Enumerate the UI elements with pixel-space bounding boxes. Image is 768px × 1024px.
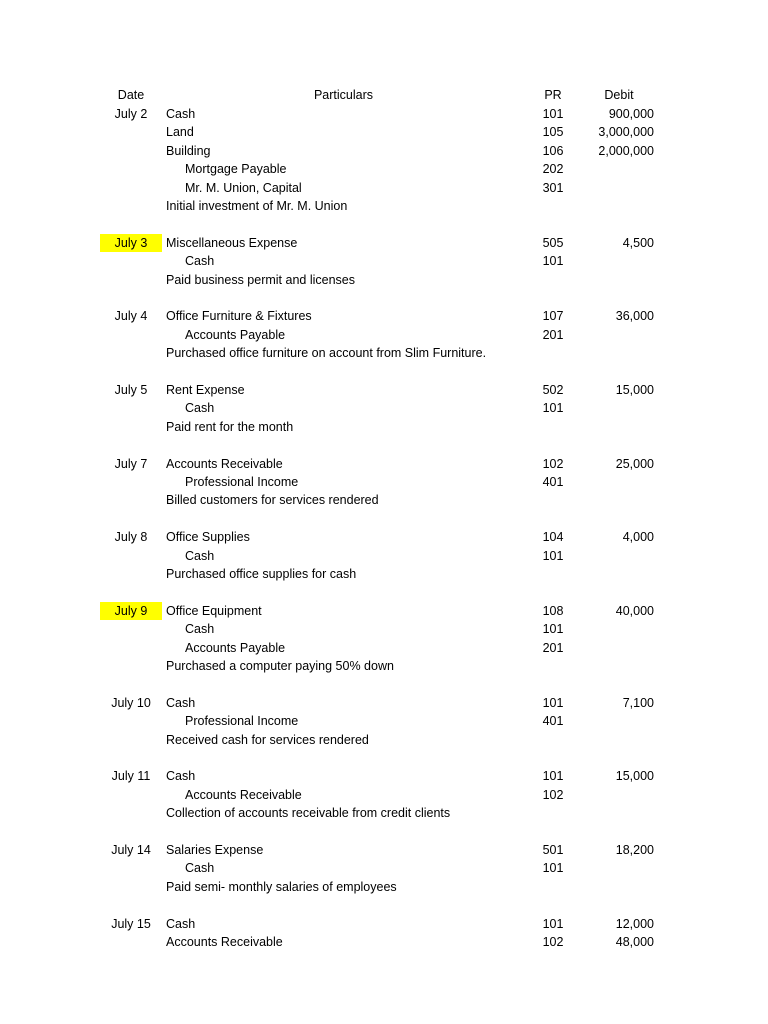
journal-row bbox=[0, 473, 768, 491]
account-title: Cash bbox=[185, 861, 215, 876]
account-title: Miscellaneous Expense bbox=[166, 235, 298, 250]
posting-reference: 202 bbox=[542, 162, 564, 177]
journal-row bbox=[0, 234, 768, 252]
entry-date: July 4 bbox=[114, 309, 148, 324]
posting-reference: 101 bbox=[542, 916, 564, 931]
account-title: Accounts Receivable bbox=[166, 935, 283, 949]
account-title: Mr. M. Union, Capital bbox=[185, 180, 302, 195]
entry-explanation: Received cash for services rendered bbox=[166, 732, 369, 747]
account-title: Mortgage Payable bbox=[185, 162, 287, 177]
journal-row bbox=[0, 639, 768, 657]
account-title: Accounts Receivable bbox=[185, 787, 302, 802]
journal-row bbox=[0, 694, 768, 712]
entry-date: July 11 bbox=[111, 769, 151, 784]
posting-reference: 201 bbox=[542, 640, 564, 655]
entry-explanation: Purchased office supplies for cash bbox=[166, 567, 357, 581]
debit-amount: 3,000,000 bbox=[598, 125, 654, 140]
journal-row bbox=[0, 252, 768, 270]
account-title: Cash bbox=[166, 916, 196, 931]
account-title: Accounts Payable bbox=[185, 640, 286, 655]
journal-row bbox=[0, 381, 768, 399]
debit-amount: 48,000 bbox=[615, 935, 654, 949]
debit-amount: 2,000,000 bbox=[598, 143, 654, 158]
journal-row bbox=[0, 915, 768, 933]
account-title: Accounts Payable bbox=[185, 327, 286, 342]
account-title: Land bbox=[166, 125, 194, 140]
account-title: Professional Income bbox=[185, 475, 299, 489]
entry-date: July 14 bbox=[111, 843, 151, 857]
posting-reference: 501 bbox=[542, 843, 564, 857]
posting-reference: 102 bbox=[542, 935, 564, 949]
entry-explanation: Paid semi- monthly salaries of employees bbox=[166, 879, 397, 894]
journal-row bbox=[0, 455, 768, 473]
account-title: Cash bbox=[166, 769, 196, 784]
entry-explanation: Purchased a computer paying 50% down bbox=[166, 659, 394, 673]
entry-date: July 2 bbox=[114, 107, 148, 121]
account-title: Office Furniture & Fixtures bbox=[166, 309, 312, 324]
posting-reference: 101 bbox=[542, 769, 564, 784]
debit-amount: 4,000 bbox=[622, 530, 654, 545]
posting-reference: 101 bbox=[542, 695, 564, 710]
journal-row bbox=[0, 160, 768, 178]
debit-amount: 25,000 bbox=[615, 456, 654, 471]
header-particulars: Particulars bbox=[313, 88, 374, 102]
account-title: Building bbox=[166, 143, 211, 158]
journal-row bbox=[0, 399, 768, 417]
journal-row bbox=[0, 344, 768, 362]
posting-reference: 101 bbox=[542, 401, 564, 416]
journal-row bbox=[0, 804, 768, 822]
posting-reference: 105 bbox=[542, 125, 564, 140]
entry-date: July 15 bbox=[111, 916, 151, 931]
posting-reference: 101 bbox=[542, 861, 564, 876]
journal-row bbox=[0, 731, 768, 749]
debit-amount: 40,000 bbox=[615, 603, 654, 618]
journal-row bbox=[0, 179, 768, 197]
posting-reference: 201 bbox=[542, 327, 564, 342]
account-title: Cash bbox=[185, 622, 215, 637]
journal-row bbox=[0, 657, 768, 675]
debit-amount: 12,000 bbox=[615, 916, 654, 931]
header-date: Date bbox=[117, 88, 145, 102]
posting-reference: 505 bbox=[542, 235, 564, 250]
account-title: Office Equipment bbox=[166, 603, 262, 618]
posting-reference: 108 bbox=[542, 603, 564, 618]
journal-row bbox=[0, 547, 768, 565]
debit-amount: 36,000 bbox=[615, 309, 654, 324]
posting-reference: 101 bbox=[542, 254, 564, 269]
journal-row bbox=[0, 197, 768, 215]
journal-row bbox=[0, 878, 768, 896]
journal-row bbox=[0, 528, 768, 546]
posting-reference: 106 bbox=[542, 143, 564, 158]
debit-amount: 7,100 bbox=[622, 695, 654, 710]
debit-amount: 15,000 bbox=[615, 383, 654, 397]
posting-reference: 101 bbox=[542, 622, 564, 637]
debit-amount: 4,500 bbox=[622, 235, 654, 250]
journal-row bbox=[0, 326, 768, 344]
account-title: Rent Expense bbox=[166, 383, 245, 397]
entry-explanation: Paid business permit and licenses bbox=[166, 272, 355, 287]
account-title: Cash bbox=[166, 695, 196, 710]
journal-row bbox=[0, 142, 768, 160]
journal-row bbox=[0, 565, 768, 583]
journal-row bbox=[0, 841, 768, 859]
account-title: Cash bbox=[185, 401, 215, 416]
journal-row bbox=[0, 786, 768, 804]
account-title: Salaries Expense bbox=[166, 843, 264, 857]
header-pr: PR bbox=[544, 88, 562, 102]
entry-date: July 5 bbox=[114, 383, 148, 397]
journal-row bbox=[0, 602, 768, 620]
entry-explanation: Initial investment of Mr. M. Union bbox=[166, 199, 348, 213]
posting-reference: 101 bbox=[542, 107, 564, 121]
journal-row bbox=[0, 620, 768, 638]
journal-row bbox=[0, 491, 768, 509]
debit-amount: 18,200 bbox=[615, 843, 654, 857]
entry-date: July 9 bbox=[100, 602, 162, 620]
entry-explanation: Collection of accounts receivable from credit clients bbox=[166, 806, 451, 821]
posting-reference: 301 bbox=[542, 180, 564, 195]
posting-reference: 401 bbox=[542, 475, 564, 489]
entry-explanation: Purchased office furniture on account from Slim Furniture. bbox=[166, 346, 487, 361]
column-header-row bbox=[0, 86, 768, 104]
account-title: Cash bbox=[185, 548, 215, 563]
account-title: Cash bbox=[166, 107, 196, 121]
journal-row bbox=[0, 933, 768, 951]
posting-reference: 101 bbox=[542, 548, 564, 563]
entry-date: July 3 bbox=[100, 234, 162, 252]
posting-reference: 104 bbox=[542, 530, 564, 545]
account-title: Cash bbox=[185, 254, 215, 269]
entry-date: July 7 bbox=[114, 456, 148, 471]
posting-reference: 502 bbox=[542, 383, 564, 397]
journal-row bbox=[0, 307, 768, 325]
header-debit: Debit bbox=[604, 88, 634, 102]
journal-row bbox=[0, 712, 768, 730]
account-title: Office Supplies bbox=[166, 530, 250, 545]
posting-reference: 102 bbox=[542, 787, 564, 802]
posting-reference: 102 bbox=[542, 456, 564, 471]
debit-amount: 900,000 bbox=[608, 107, 654, 121]
journal-row bbox=[0, 859, 768, 877]
entry-date: July 10 bbox=[111, 695, 151, 710]
posting-reference: 107 bbox=[542, 309, 564, 324]
journal-row bbox=[0, 767, 768, 785]
debit-amount: 15,000 bbox=[615, 769, 654, 784]
posting-reference: 401 bbox=[542, 714, 564, 729]
entry-date: July 8 bbox=[114, 530, 148, 545]
journal-row bbox=[0, 418, 768, 436]
journal-row bbox=[0, 105, 768, 123]
journal-row bbox=[0, 271, 768, 289]
journal-row bbox=[0, 123, 768, 141]
entry-explanation: Paid rent for the month bbox=[166, 419, 294, 434]
account-title: Professional Income bbox=[185, 714, 299, 729]
account-title: Accounts Receivable bbox=[166, 456, 283, 471]
entry-explanation: Billed customers for services rendered bbox=[166, 493, 379, 508]
